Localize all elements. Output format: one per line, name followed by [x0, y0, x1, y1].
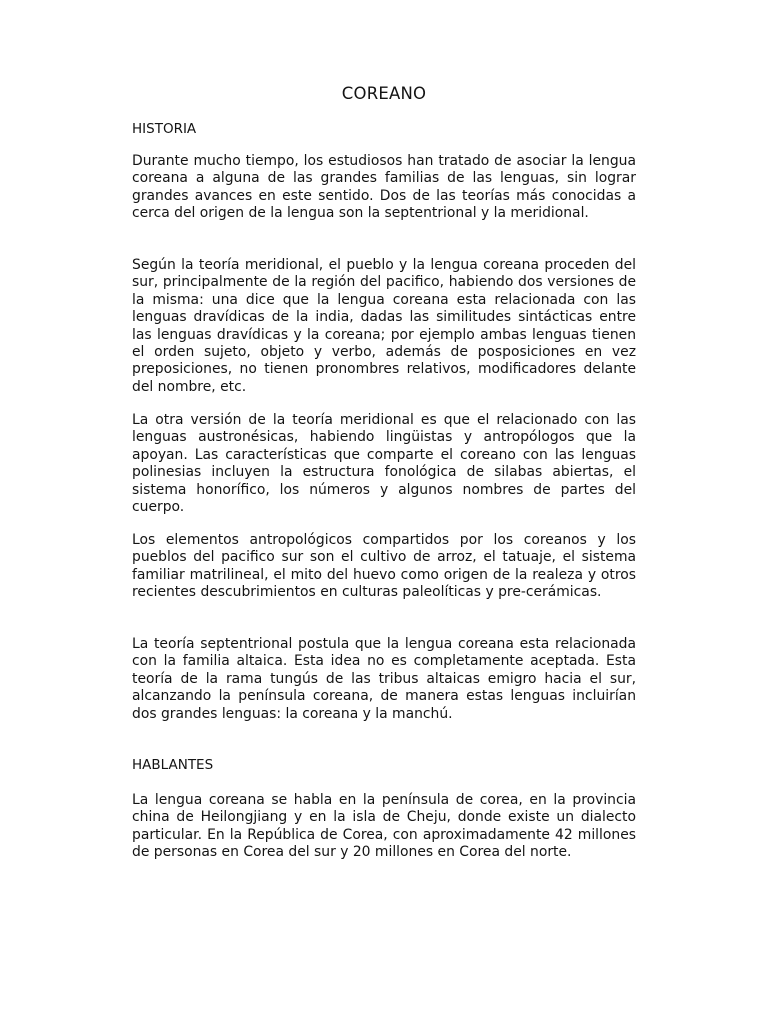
paragraph: La otra versión de la teoría meridional es que el relacionado con las lenguas austronésicas, habiendo lingüistas y antropólogos que la apoyan. Las características que comparte el coreano con las lenguas polinesias incluyen la estructura fonológica de silabas abiertas, el sistema honorífico, los números y algunos nombres de partes del cuerpo. — [132, 412, 636, 516]
paragraph: La lengua coreana se habla en la península de corea, en la provincia china de Heilongjiang y en la isla de Cheju, donde existe un dialecto particular. En la República de Corea, con aproximadamente 42 millones de personas en Corea del sur y 20 millones en Corea del norte. — [132, 792, 636, 861]
document-title: COREANO — [341, 84, 427, 103]
paragraph: La teoría septentrional postula que la lengua coreana esta relacionada con la familia altaica. Esta idea no es completamente aceptada. Esta teoría de la rama tungús de las tribus altaicas emigro hacia el sur, alcanzando la península coreana, de manera estas lenguas incluirían dos grandes lenguas: la coreana y la manchú. — [132, 636, 636, 722]
section-heading-hablantes: HABLANTES — [132, 757, 214, 773]
paragraph: Según la teoría meridional, el pueblo y la lengua coreana proceden del sur, principalmente de la región del pacifico, habiendo dos versiones de la misma: una dice que la lengua coreana esta relacionada con las lenguas dravídicas de la india, dadas las similitudes sintácticas entre las lenguas dravídicas y la coreana; por ejemplo ambas lenguas tienen el orden sujeto, objeto y verbo, además de posposiciones en vez preposiciones, no tienen pronombres relativos, modificadores delante del nombre, etc. — [132, 257, 636, 395]
paragraph: Los elementos antropológicos compartidos por los coreanos y los pueblos del pacifico sur son el cultivo de arroz, el tatuaje, el sistema familiar matrilineal, el mito del huevo como origen de la realeza y otros recientes descubrimientos en culturas paleolíticas y pre-cerámicas. — [132, 532, 636, 601]
paragraph: Durante mucho tiempo, los estudiosos han tratado de asociar la lengua coreana a alguna de las grandes familias de las lenguas, sin lograr grandes avances en este sentido. Dos de las teorías más conocidas a cerca del origen de la lengua son la septentrional y la meridional. — [132, 153, 636, 222]
section-heading-historia: HISTORIA — [132, 121, 197, 137]
